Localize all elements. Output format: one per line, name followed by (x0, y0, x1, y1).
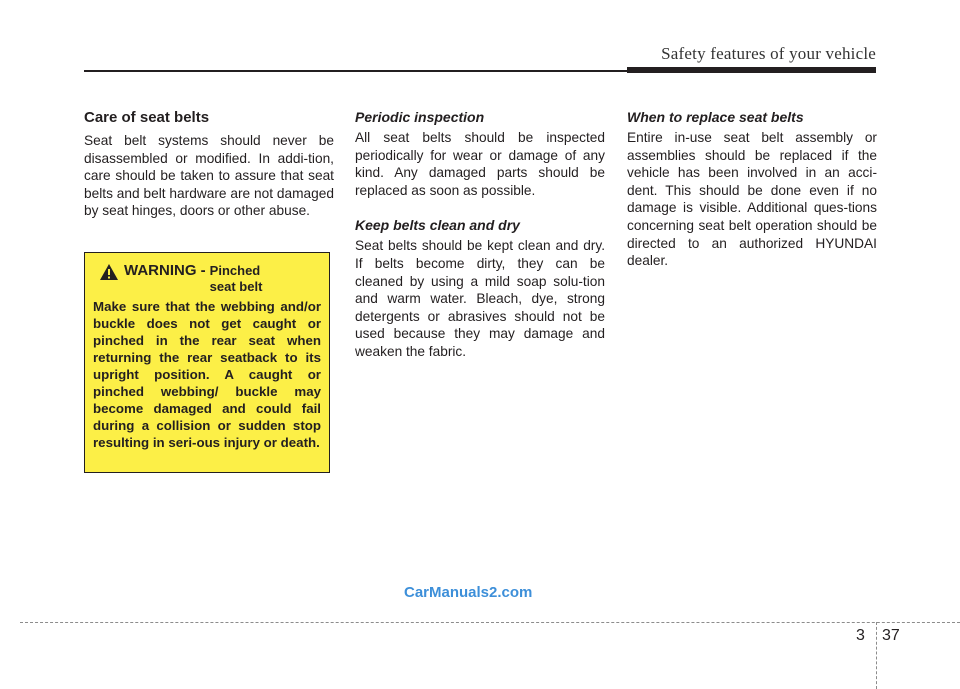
warning-label: WARNING - (124, 262, 206, 279)
page-number: 37 (882, 627, 900, 644)
section-title: Safety features of your vehicle (661, 44, 876, 63)
warning-subtitle: Pinched seat belt (209, 263, 263, 294)
footer-rule (20, 622, 960, 623)
warning-box (84, 252, 330, 473)
periodic-inspection-heading: Periodic inspection (355, 109, 485, 125)
chapter-number: 3 (856, 627, 865, 644)
care-paragraph: Seat belt systems should never be disassembled or modified. In addi-tion, care should be taken to assure that seat belts and belt hardware are not damaged by seat hinges, doors or other abuse. (84, 133, 334, 219)
warning-header (99, 261, 321, 295)
care-heading: Care of seat belts (84, 109, 210, 126)
periodic-inspection-paragraph: All seat belts should be inspected periodically for wear or damage of any kind. Any damaged parts should be replaced as soon as possible. (355, 130, 605, 198)
clean-dry-heading: Keep belts clean and dry (355, 217, 520, 234)
column-2 (355, 108, 605, 361)
replace-paragraph: Entire in-use seat belt assembly or assemblies should be replaced if the vehicle has been involved in an acci-dent. This should be done even if no damage is visible. Additional ques-tions concerning seat belt operation should be directed to an authorized HYUNDAI dealer. (627, 130, 877, 269)
header-rule-accent (627, 67, 876, 73)
watermark-link[interactable]: CarManuals2.com (404, 584, 533, 601)
page-divider (876, 622, 877, 689)
warning-body: Make sure that the webbing and/or buckle does not get caught or pinched in the rear seat when returning the rear seatback to its upright position. A caught or pinched webbing/ buckle may become damaged and could fail during a collision or sudden stop resulting in seri-ous injury or death. (93, 299, 321, 450)
warning-triangle-icon (99, 263, 119, 281)
column-1 (84, 108, 334, 220)
column-3 (627, 108, 877, 270)
clean-dry-paragraph: Seat belts should be kept clean and dry. If belts become dirty, they can be cleaned by using a mild soap solu-tion and warm water. Bleach, dye, strong detergents or abrasives should not be used because they may damage and weaken the fabric. (355, 238, 605, 359)
replace-heading: When to replace seat belts (627, 109, 804, 125)
